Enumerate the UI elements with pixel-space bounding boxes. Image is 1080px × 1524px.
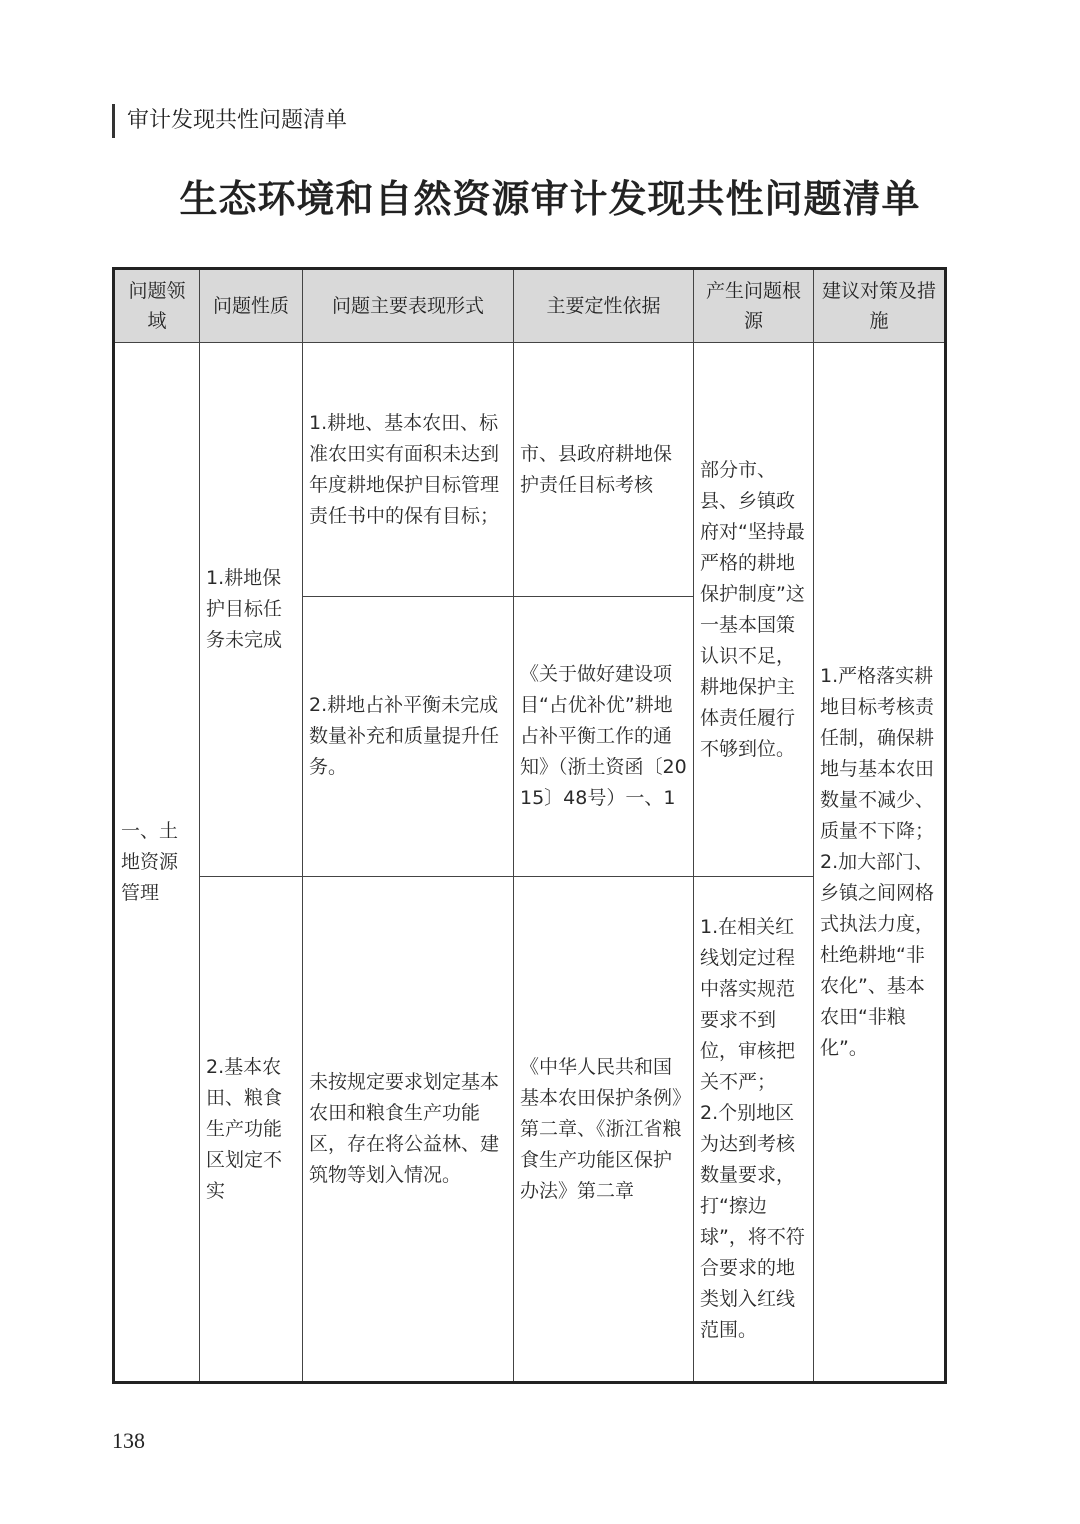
column-header-measures: 建议对策及措施 bbox=[814, 269, 946, 343]
problem-list-table bbox=[112, 267, 947, 1384]
measures-text: 1.严格落实耕地目标考核责任制，确保耕地与基本农田数量不减少、质量不下降； 2.加大部门、乡镇之间网格式执法力度，杜绝耕地“非农化”、基本农田“非粮化”。 bbox=[820, 664, 935, 1059]
root-cause-text: 1.在相关红线划定过程中落实规范要求不到位，审核把关不严； 2.个别地区为达到考核数量要求，打“擦边球”，将不符合要求的地类划入红线范围。 bbox=[700, 916, 805, 1341]
basis-text: 《中华人民共和国基本农田保护条例》第二章、《浙江省粮食生产功能区保护办法》第二章 bbox=[520, 1055, 682, 1202]
page-title: 生态环境和自然资源审计发现共性问题清单 bbox=[179, 177, 921, 221]
basis-cell bbox=[514, 597, 694, 877]
nature-cell bbox=[200, 877, 303, 1383]
form-cell bbox=[303, 343, 514, 597]
column-header-domain: 问题领域 bbox=[114, 269, 200, 343]
page-number: 138 bbox=[112, 1428, 145, 1453]
domain-label: 一、土地资源管理 bbox=[121, 819, 179, 904]
column-header-basis: 主要定性依据 bbox=[514, 269, 694, 343]
form-text: 1.耕地、基本农田、标准农田实有面积未达到年度耕地保护目标管理责任书中的保有目标； bbox=[309, 411, 500, 527]
basis-text: 《关于做好建设项目“占优补优”耕地占补平衡工作的通知》（浙土资函〔2015〕48号）一、1 bbox=[520, 663, 687, 809]
basis-cell bbox=[514, 343, 694, 597]
table-row bbox=[114, 343, 946, 597]
basis-cell bbox=[514, 877, 694, 1383]
table-header-row bbox=[114, 269, 946, 343]
form-cell bbox=[303, 597, 514, 877]
column-header-nature: 问题性质 bbox=[200, 269, 303, 343]
nature-label: 1.耕地保护目标任务未完成 bbox=[206, 567, 283, 651]
root-cause-cell bbox=[694, 877, 814, 1383]
nature-label: 2.基本农田、粮食生产功能区划定不实 bbox=[206, 1055, 283, 1202]
column-header-root-cause: 产生问题根源 bbox=[694, 269, 814, 343]
domain-cell bbox=[114, 343, 200, 1383]
root-cause-cell bbox=[694, 343, 814, 877]
root-cause-text: 部分市、县、乡镇政府对“坚持最严格的耕地保护制度”这一基本国策认识不足，耕地保护主体责任履行不够到位。 bbox=[700, 458, 805, 760]
form-text: 未按规定要求划定基本农田和粮食生产功能区，存在将公益林、建筑物等划入情况。 bbox=[309, 1071, 500, 1186]
basis-text: 市、县政府耕地保护责任目标考核 bbox=[520, 442, 673, 496]
nature-cell bbox=[200, 343, 303, 877]
measures-cell bbox=[814, 343, 946, 1383]
column-header-form: 问题主要表现形式 bbox=[303, 269, 514, 343]
running-header: 审计发现共性问题清单 bbox=[112, 104, 347, 138]
form-text: 2.耕地占补平衡未完成数量补充和质量提升任务。 bbox=[309, 694, 500, 778]
form-cell bbox=[303, 877, 514, 1383]
